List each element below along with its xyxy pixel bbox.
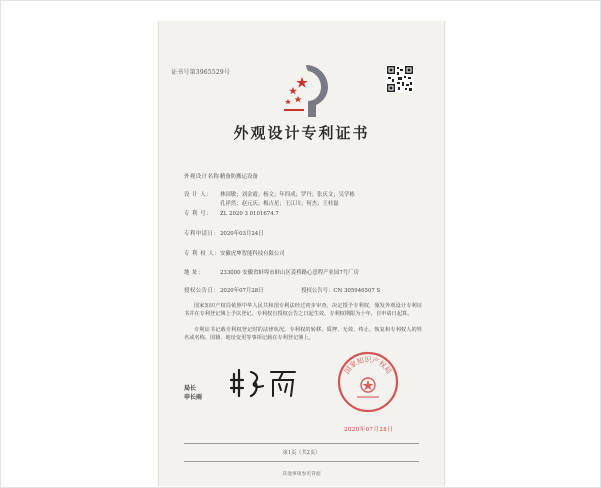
address-value: 233000 安徽省蚌埠市蚌山区姜桥路心意程产业园7号厂房 xyxy=(220,270,359,276)
footer-divider xyxy=(184,443,419,444)
seal-text: 国家知识产权局 xyxy=(343,356,393,376)
grant-date-value: 2020年07月28日 xyxy=(220,288,264,294)
designers-label: 设 计 人： xyxy=(184,192,212,198)
footer-divider-2 xyxy=(184,461,419,462)
grant-number-label: 授权公告号： xyxy=(301,288,334,294)
grant-statement-paragraph: 国家知识产权局依照中华人民共和国专利法经过初步审查，决定授予专利权，颁发外观设计专利证书并在专利登记簿上予以登记。专利权自授权公告之日起生效。专利权期限为十年，自申请日起算。 xyxy=(184,303,422,317)
patent-office-emblem-icon xyxy=(276,61,336,121)
patent-number-row xyxy=(184,211,279,218)
qr-code-icon xyxy=(386,65,414,93)
patent-number-value: ZL 2020 3 0101674.7 xyxy=(220,211,279,217)
certificate-number: 证书号第3965529号 xyxy=(171,69,231,76)
application-date-label: 专利申请日： xyxy=(184,231,220,237)
design-name-label: 外观设计名称： xyxy=(184,174,226,180)
design-name-value: 精备防搬运设备 xyxy=(220,174,258,180)
director-signature xyxy=(229,366,301,398)
patentee-row xyxy=(184,251,285,258)
certificate-document xyxy=(158,21,445,486)
page-number: 第1页（共2页） xyxy=(282,450,321,456)
address-row xyxy=(184,270,359,277)
application-date-row xyxy=(184,231,264,238)
design-name-row xyxy=(184,174,258,181)
designers-value: 林国敏；刘金霞；杨文；年四成；罗丹；张庆文；吴学栋 xyxy=(220,192,355,198)
director-title: 局长 xyxy=(184,385,197,392)
certificate-title: 外观设计专利证书 xyxy=(233,124,370,142)
official-seal xyxy=(337,351,399,413)
address-label: 地 址： xyxy=(184,270,204,276)
patentee-value: 安徽虎坤智能科技有限公司 xyxy=(220,251,285,257)
grant-date-row xyxy=(184,288,380,295)
designers-value-line2: 孔祥然；赵元庆；梅吉星；王江川；何杰；王桂磊 xyxy=(220,201,339,207)
director-name: 申长雨 xyxy=(184,394,203,401)
patent-number-label: 专 利 号： xyxy=(184,211,212,217)
grant-date-label: 授权公告日： xyxy=(184,288,220,294)
footer-note: 其他事项参见背面 xyxy=(282,472,321,477)
grant-number-value: CN 305946507 S xyxy=(333,288,381,294)
application-date-value: 2020年03月24日 xyxy=(220,231,264,237)
designers-row xyxy=(184,192,355,199)
legal-status-paragraph: 专利证书记载专利权登记时的法律状况。专利权的转移、质押、无效、终止、恢复和专利权人的姓名或名称、国籍、地址变更等事项记载在专利登记簿上。 xyxy=(184,327,422,341)
seal-date: 2020年07月28日 xyxy=(344,427,394,433)
patentee-label: 专 利 权 人： xyxy=(184,251,221,257)
